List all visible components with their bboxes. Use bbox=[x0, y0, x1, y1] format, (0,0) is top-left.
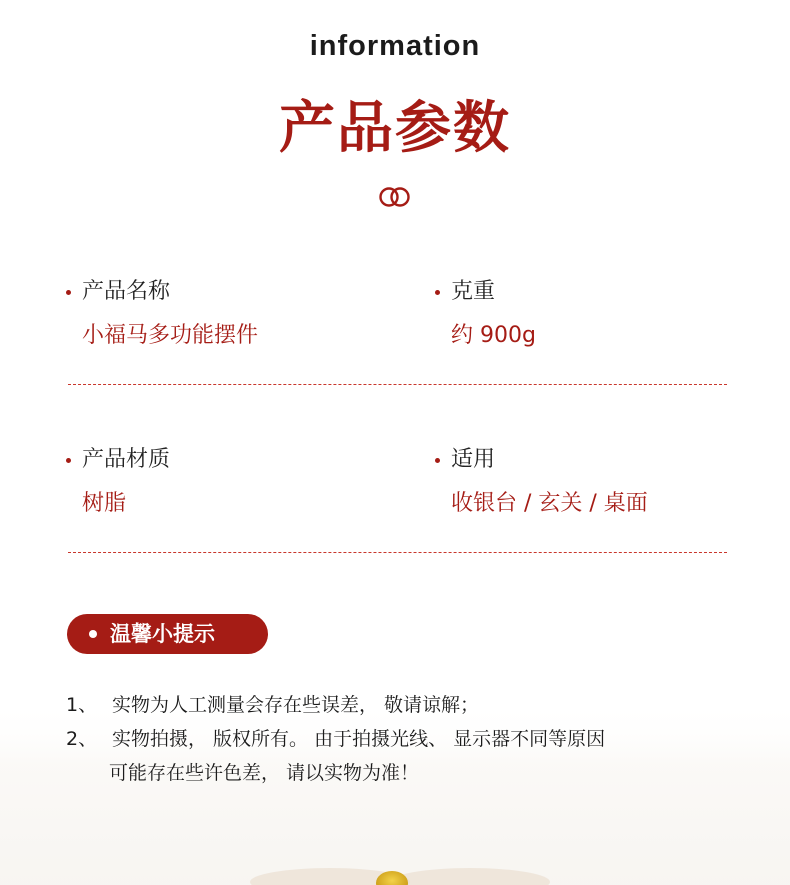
tips-badge bbox=[67, 614, 268, 654]
param-label: 产品名称 bbox=[82, 279, 171, 304]
dot-icon bbox=[66, 458, 71, 463]
param-label: 适用 bbox=[451, 447, 496, 472]
dot-icon bbox=[89, 630, 97, 638]
param-value: 树脂 bbox=[82, 491, 127, 516]
list-item-continuation: 可能存在些许色差， 请以实物为准！ bbox=[109, 762, 420, 784]
param-label: 产品材质 bbox=[82, 447, 171, 472]
param-value: 约 900g bbox=[451, 323, 536, 348]
list-item-text: 实物拍摄， 版权所有。 由于拍摄光线、 显示器不同等原因 bbox=[112, 728, 606, 750]
list-item bbox=[66, 722, 756, 756]
param-label: 克重 bbox=[451, 279, 496, 304]
param-product-name bbox=[66, 277, 258, 351]
list-item-number: 1、 bbox=[66, 694, 98, 716]
param-material bbox=[66, 445, 170, 519]
param-value: 小福马多功能摆件 bbox=[82, 323, 259, 348]
dashed-divider bbox=[68, 552, 727, 553]
dot-icon bbox=[66, 290, 71, 295]
double-ring-icon bbox=[377, 185, 413, 209]
list-item bbox=[66, 688, 756, 722]
title-english: information bbox=[309, 30, 481, 62]
list-item-number: 2、 bbox=[66, 728, 98, 750]
page-title: 产品参数 bbox=[279, 96, 511, 161]
param-value: 收银台 / 玄关 / 桌面 bbox=[451, 491, 648, 516]
tips-title: 温馨小提示 bbox=[110, 622, 215, 646]
tips-list bbox=[66, 688, 756, 790]
dot-icon bbox=[435, 458, 440, 463]
param-weight bbox=[435, 277, 536, 351]
list-item-text: 实物为人工测量会存在些误差， 敬请谅解； bbox=[112, 694, 480, 716]
dot-icon bbox=[435, 290, 440, 295]
dashed-divider bbox=[68, 384, 727, 385]
param-usage bbox=[435, 445, 648, 519]
